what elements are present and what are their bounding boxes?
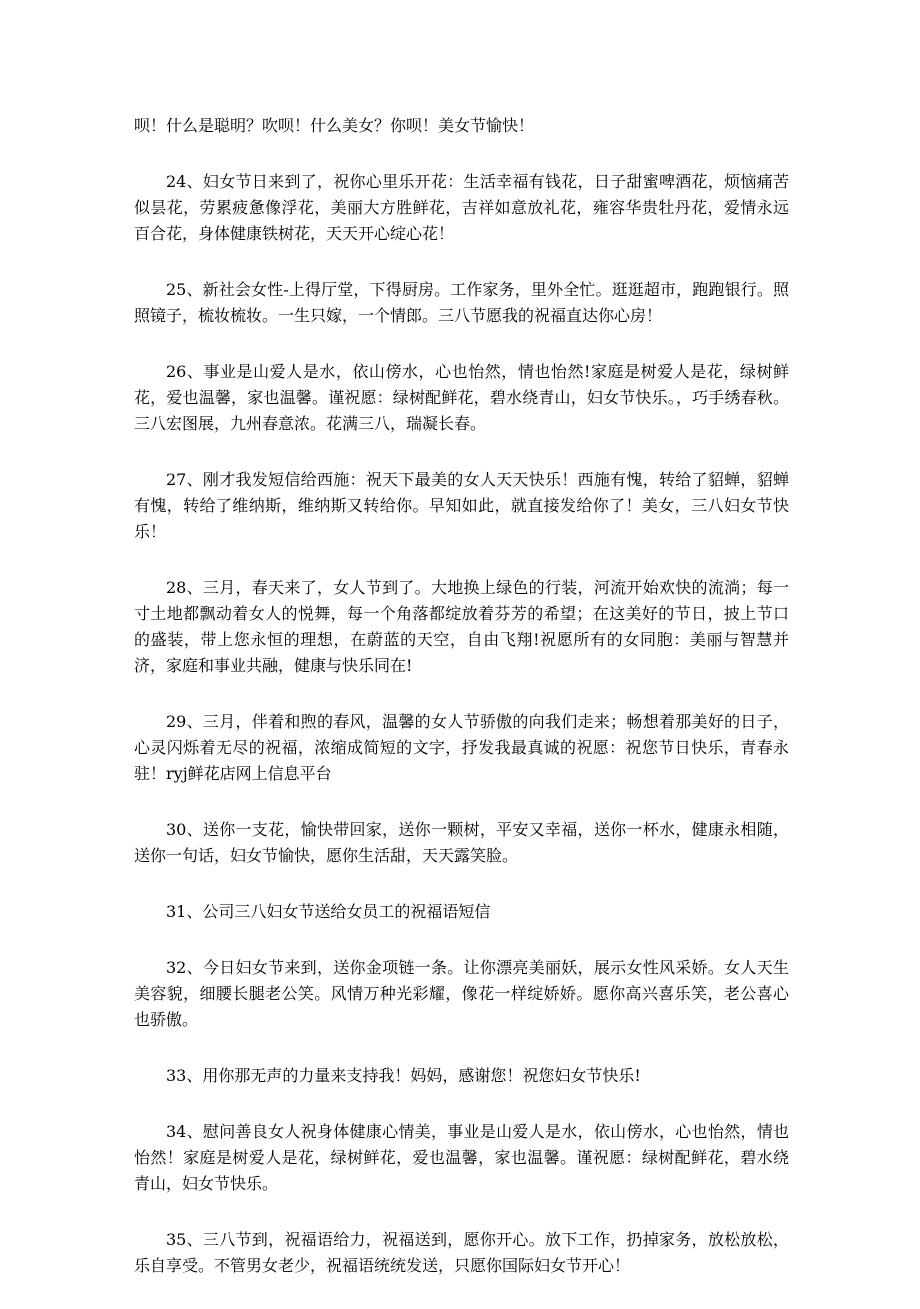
paragraph-35: 35、三八节到，祝福语给力，祝福送到，愿你开心。放下工作，扔掉家务，放松放松，乐自享受。不管男女老少，祝福语统统发送，只愿你国际妇女节开心！ <box>134 1230 789 1275</box>
paragraph-continuation: 呗！什么是聪明？吹呗！什么美女？你呗！美女节愉快！ <box>134 116 535 135</box>
paragraph-26: 26、事业是山爱人是水，依山傍水，心也怡然，情也怡然!家庭是树爱人是花，绿树鲜花，爱也温馨，家也温馨。谨祝愿：绿树配鲜花，碧水绕青山，妇女节快乐。，巧手绣春秋。三八宏图展，九州春意浓。花满三八，瑞凝长春。 <box>134 362 789 433</box>
paragraph-25: 25、新社会女性-上得厅堂，下得厨房。工作家务，里外全忙。逛逛超市，跑跑银行。照照镜子，梳妆梳妆。一生只嫁，一个情郎。三八节愿我的祝福直达你心房！ <box>134 280 789 325</box>
paragraph-34: 34、慰问善良女人祝身体健康心情美，事业是山爱人是水，依山傍水，心也怡然，情也怡然！家庭是树爱人是花，绿树鲜花，爱也温馨，家也温馨。谨祝愿：绿树配鲜花，碧水绕青山，妇女节快乐。 <box>134 1122 789 1193</box>
paragraph-28: 28、三月，春天来了，女人节到了。大地换上绿色的行装，河流开始欢快的流淌；每一寸土地都飘动着女人的悦舞，每一个角落都绽放着芬芳的希望；在这美好的节日，披上节口的盛装，带上您永恒的理想，在蔚蓝的天空，自由飞翔!祝愿所有的女同胞：美丽与智慧并济，家庭和事业共融，健康与快乐同在! <box>134 578 789 675</box>
paragraph-32: 32、今日妇女节来到，送你金项链一条。让你漂亮美丽妖，展示女性风采娇。女人天生美容貌，细腰长腿老公笑。风情万种光彩耀，像花一样绽娇娇。愿你高兴喜乐笑，老公喜心也骄傲。 <box>134 958 789 1029</box>
paragraph-29: 29、三月，伴着和煦的春风，温馨的女人节骄傲的向我们走来；畅想着那美好的日子，心灵闪烁着无尽的祝福，浓缩成简短的文字，抒发我最真诚的祝愿：祝您节日快乐，青春永驻！ryj鲜花店网上信息平台 <box>134 712 789 783</box>
document-body <box>134 113 789 1309</box>
paragraph-24: 24、妇女节日来到了，祝你心里乐开花：生活幸福有钱花，日子甜蜜啤酒花，烦恼痛苦似昙花，劳累疲惫像浮花，美丽大方胜鲜花，吉祥如意放礼花，雍容华贵牡丹花，爱情永远百合花，身体健康铁树花，天天开心绽心花！ <box>134 172 789 243</box>
paragraph-33: 33、用你那无声的力量来支持我！妈妈，感谢您！祝您妇女节快乐! <box>166 1066 641 1085</box>
paragraph-31: 31、公司三八妇女节送给女员工的祝福语短信 <box>166 902 491 921</box>
paragraph-27: 27、刚才我发短信给西施：祝天下最美的女人天天快乐！西施有愧，转给了貂蝉，貂蝉有愧，转给了维纳斯，维纳斯又转给你。早知如此，就直接发给你了！美女，三八妇女节快乐！ <box>134 470 789 541</box>
paragraph-30: 30、送你一支花，愉快带回家，送你一颗树，平安又幸福，送你一杯水，健康永相随，送你一句话，妇女节愉快，愿你生活甜，天天露笑脸。 <box>134 820 789 865</box>
